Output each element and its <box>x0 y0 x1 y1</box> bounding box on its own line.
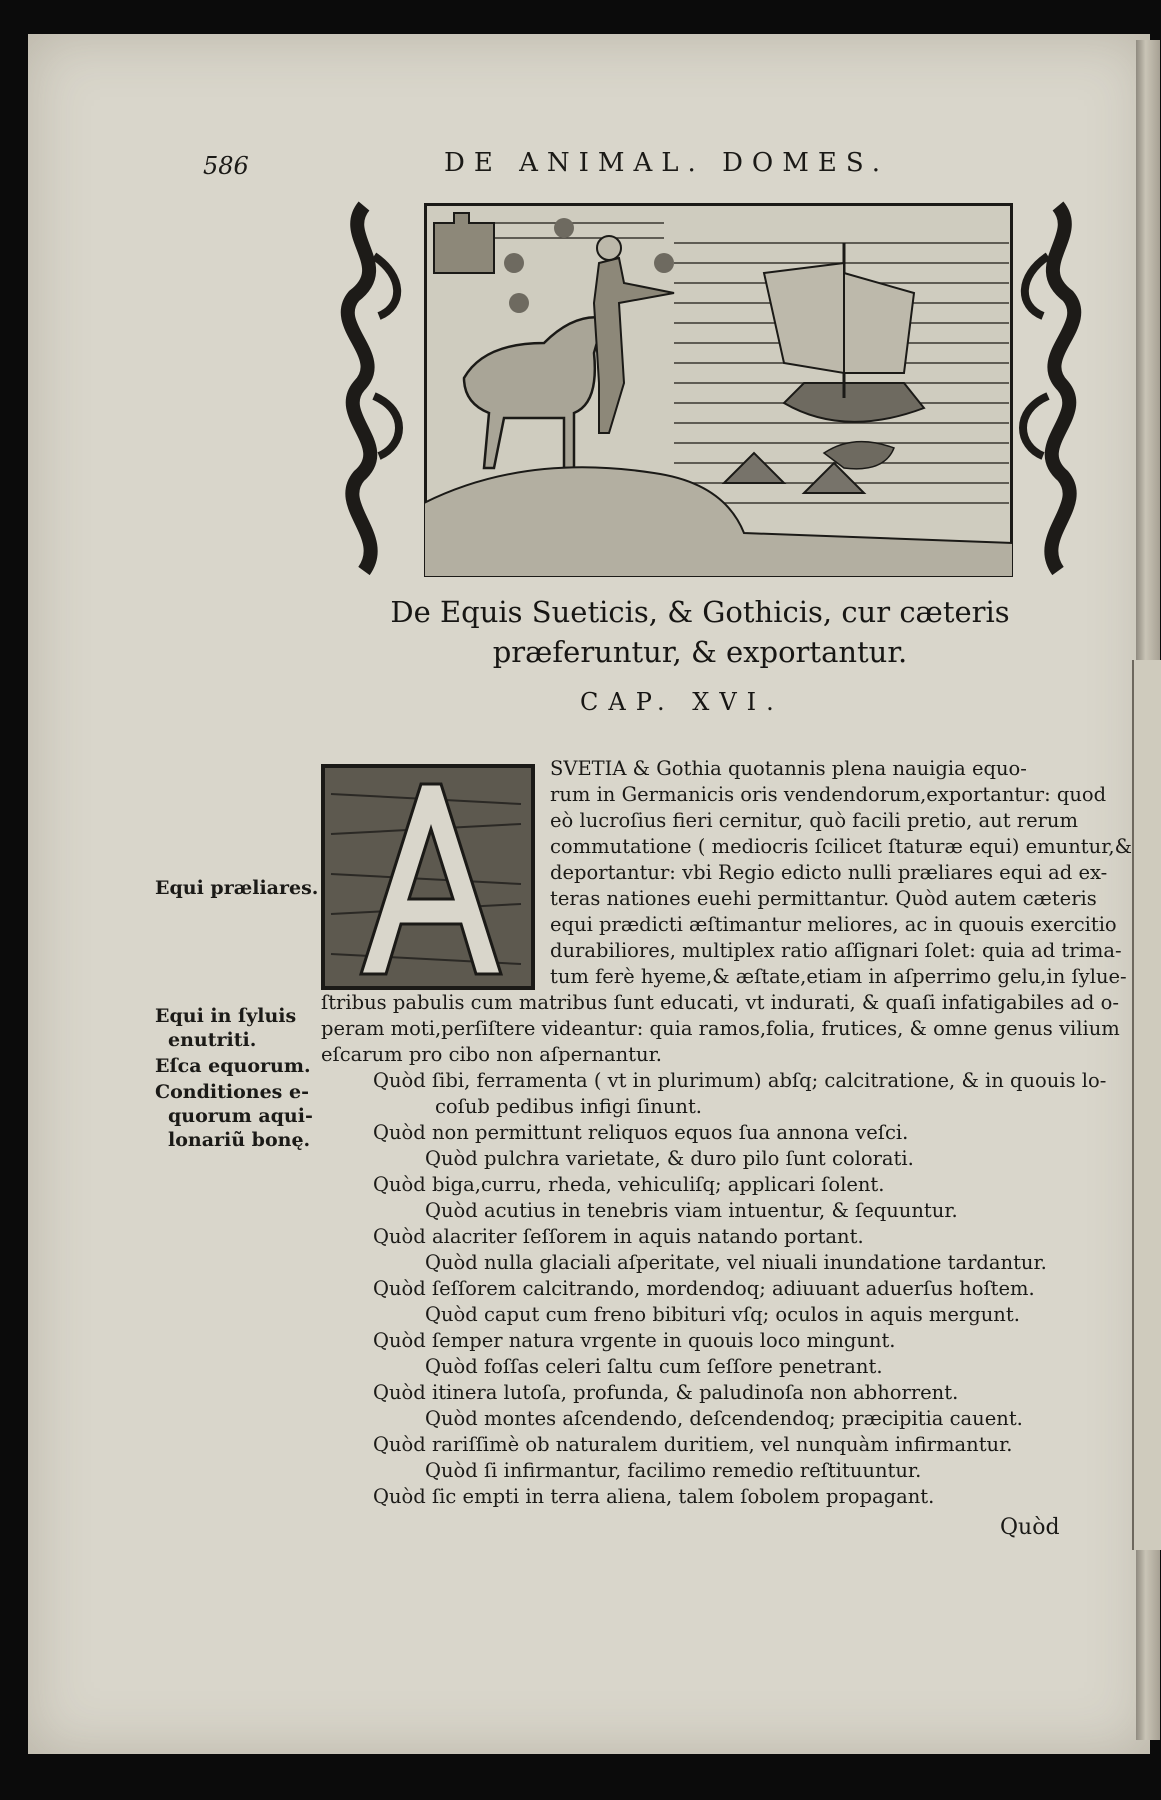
body-line-12: eſcarum pro cibo non aſpernantur. <box>321 1043 662 1066</box>
sidenote-conditiones-3: lonariũ bonę. <box>168 1129 311 1151</box>
body-line-6: teras nationes euehi permittantur. Quòd autem cæteris <box>550 887 1097 910</box>
list-item: Quòd biga,curru, rheda, vehiculiſq; applicari ſolent. <box>373 1173 885 1196</box>
woodcut-illustration <box>424 203 1013 577</box>
list-item: Quòd ſemper natura vrgente in quouis loco mingunt. <box>373 1329 896 1352</box>
sidenote-conditiones-2: quorum aqui- <box>168 1105 313 1127</box>
body-line-4: commutatione ( mediocris ſcilicet ſtaturæ equi) emuntur,& <box>550 835 1132 858</box>
list-item: Quòd alacriter ſeſſorem in aquis natando portant. <box>373 1225 864 1248</box>
sidenote-in-sylvis-1: Equi in ſyluis <box>155 1005 297 1027</box>
list-item: coſub pedibus infigi ſinunt. <box>435 1095 702 1118</box>
list-item: Quòd ſeſſorem calcitrando, mordendoq; adiuuant aduerſus hoſtem. <box>373 1277 1035 1300</box>
sidenote-esca: Eſca equorum. <box>155 1055 311 1077</box>
catchword: Quòd <box>1000 1515 1060 1540</box>
list-item: Quòd acutius in tenebris viam intuentur, & ſequuntur. <box>425 1199 958 1222</box>
running-title: DE ANIMAL. DOMES. <box>444 148 889 178</box>
body-line-11: peram moti,perſiſtere videantur: quia ramos,folia, frutices, & omne genus vilium <box>321 1017 1120 1040</box>
list-item: Quòd ſibi, ferramenta ( vt in plurimum) abſq; calcitratione, & in quouis lo- <box>373 1069 1107 1092</box>
list-item: Quòd nulla glaciali aſperitate, vel niuali inundatione tardantur. <box>425 1251 1047 1274</box>
chapter-title-line-1: De Equis Sueticis, & Gothicis, cur cæteris <box>390 595 1010 629</box>
body-line-8: durabiliores, multiplex ratio aſſignari ſolet: quia ad trima- <box>550 939 1122 962</box>
list-item: Quòd caput cum freno bibituri vſq; oculos in aquis mergunt. <box>425 1303 1020 1326</box>
body-line-5: deportantur: vbi Regio edicto nulli præliares equi ad ex- <box>550 861 1108 884</box>
list-item: Quòd non permittunt reliquos equos ſua annona veſci. <box>373 1121 909 1144</box>
sidenote-equi-praeliares: Equi præliares. <box>155 877 319 899</box>
body-line-2: rum in Germanicis oris vendendorum,exportantur: quod <box>550 783 1107 806</box>
chapter-title <box>380 592 1020 672</box>
page-number: 586 <box>203 152 249 180</box>
body-line-9: tum ferè hyeme,& æſtate,etiam in aſperrimo gelu,in ſylue- <box>550 965 1127 988</box>
list-item: Quòd rariſſimè ob naturalem duritiem, vel nunquàm infirmantur. <box>373 1433 1013 1456</box>
body-line-1: SVETIA & Gothia quotannis plena nauigia equo- <box>550 757 1027 780</box>
sidenote-in-sylvis-2: enutriti. <box>168 1029 257 1051</box>
adjacent-leaf <box>1132 660 1161 1550</box>
body-line-10: ſtribus pabulis cum matribus ſunt educati, vt indurati, & quaſi infatigabiles ad o- <box>321 991 1119 1014</box>
list-item: Quòd ſic empti in terra aliena, talem ſobolem propagant. <box>373 1485 935 1508</box>
list-item: Quòd ſi infirmantur, facilimo remedio reſtituuntur. <box>425 1459 922 1482</box>
body-line-3: eò lucroſius fieri cernitur, quò facili pretio, aut rerum <box>550 809 1078 832</box>
chapter-title-line-2: præferuntur, & exportantur. <box>492 635 908 669</box>
body-line-7: equi prædicti æſtimantur meliores, ac in quouis exercitio <box>550 913 1117 936</box>
list-item: Quòd itinera lutoſa, profunda, & paludinoſa non abhorrent. <box>373 1381 959 1404</box>
sidenote-conditiones-1: Conditiones e- <box>155 1081 309 1103</box>
decorated-initial-a <box>321 764 535 990</box>
chapter-number: CAP. XVI. <box>580 688 784 716</box>
list-item: Quòd pulchra varietate, & duro pilo ſunt colorati. <box>425 1147 914 1170</box>
list-item: Quòd foſſas celeri ſaltu cum ſeſſore penetrant. <box>425 1355 883 1378</box>
list-item: Quòd montes aſcendendo, deſcendendoq; præcipitia cauent. <box>425 1407 1023 1430</box>
